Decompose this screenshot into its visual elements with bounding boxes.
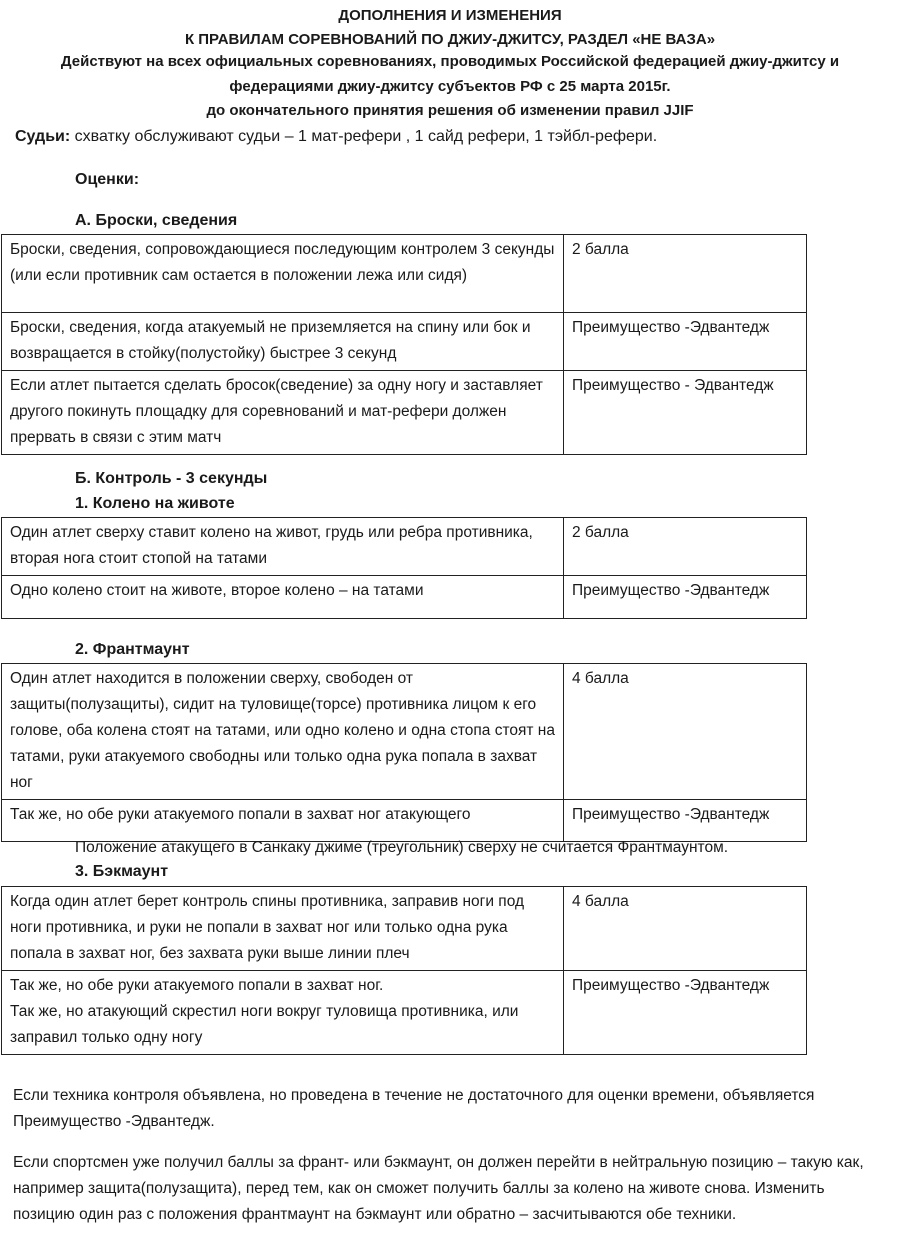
title-line-2: К ПРАВИЛАМ СОРЕВНОВАНИЙ ПО ДЖИУ-ДЖИТСУ, РАЗДЕЛ «НЕ ВАЗА» (184, 31, 716, 48)
table-row (2, 518, 807, 576)
frontmount-table (1, 663, 807, 842)
section-a-heading: А. Броски, сведения (75, 212, 238, 229)
knee-on-belly-heading: 1. Колено на животе (75, 495, 235, 512)
row-description: Броски, сведения, сопровождающиеся последующим контролем 3 секунды (или если противник сам остается в положении лежа или сидя) (2, 235, 564, 313)
knee-on-belly-table (1, 517, 807, 619)
row-score: Преимущество -Эдвантедж (564, 971, 807, 1055)
table-row (2, 800, 807, 842)
table-row (2, 887, 807, 971)
row-description: Одно колено стоит на животе, второе колено – на татами (2, 576, 564, 619)
row-score: 2 балла (564, 235, 807, 313)
footer-paragraph-1: Если техника контроля объявлена, но проведена в течение не достаточного для оценки времени, объявляется Преимущество -Эдвантедж. (13, 1087, 815, 1130)
backmount-table (1, 886, 807, 1055)
footer-paragraph-2: Если спортсмен уже получил баллы за франт- или бэкмаунт, он должен перейти в нейтральную позицию – такую как, например защита(полузащита), перед тем, как он сможет получить баллы за колено на животе снова. Изменить позицию один раз с положения франтмаунт на бэкмаунт или обратно – засчитываются обе техники. (13, 1154, 864, 1223)
table-row (2, 371, 807, 455)
row-score: Преимущество - Эдвантедж (564, 371, 807, 455)
row-score: Преимущество -Эдвантедж (564, 800, 807, 842)
table-row (2, 313, 807, 371)
throws-table (1, 234, 807, 455)
table-row (2, 664, 807, 800)
table-row (2, 971, 807, 1055)
judges-label: Судьи: (15, 128, 71, 145)
row-score: Преимущество -Эдвантедж (564, 576, 807, 619)
table-row (2, 576, 807, 619)
table-row (2, 235, 807, 313)
judges-text: схватку обслуживают судьи – 1 мат-рефери , 1 сайд рефери, 1 тэйбл-рефери. (70, 128, 658, 145)
row-description-line-2: Так же, но атакующий скрестил ноги вокруг туловища противника, или заправил только одну ногу (10, 1003, 519, 1046)
judges-line (15, 127, 657, 147)
row-score: 4 балла (564, 887, 807, 971)
title-line-4: федерациями джиу-джитсу субъектов РФ с 25 марта 2015г. (229, 78, 671, 95)
backmount-heading: 3. Бэкмаунт (75, 863, 169, 880)
section-b-heading: Б. Контроль - 3 секунды (75, 470, 268, 487)
title-line-5: до окончательного принятия решения об изменении правил JJIF (206, 102, 694, 119)
title-line-3: Действуют на всех официальных соревнованиях, проводимых Российской федерацией джиу-джитсу и (60, 53, 840, 70)
row-description-line-1: Так же, но обе руки атакуемого попали в захват ног. (10, 977, 384, 994)
row-score: 4 балла (564, 664, 807, 800)
title-line-1: ДОПОЛНЕНИЯ И ИЗМЕНЕНИЯ (338, 7, 562, 24)
row-description: Так же, но обе руки атакуемого попали в захват ног атакующего (2, 800, 564, 842)
row-description: Один атлет находится в положении сверху, свободен от защиты(полузащиты), сидит на туловище(торсе) противника лицом к его голове, оба колена стоят на татами, или одно колено и одна стопа стоят на татами, руки атакуемого свободны или только одна рука попала в захват ног (2, 664, 564, 800)
row-description: Когда один атлет берет контроль спины противника, заправив ноги под ноги противника, и руки не попали в захват ног или только одна рука попала в захват ног, без захвата руки выше линии плеч (2, 887, 564, 971)
row-score: Преимущество -Эдвантедж (564, 313, 807, 371)
row-description (2, 971, 564, 1055)
row-description: Броски, сведения, когда атакуемый не приземляется на спину или бок и возвращается в стойку(полустойку) быстрее 3 секунд (2, 313, 564, 371)
frontmount-note: Положение атакущего в Санкаку джиме (треугольник) сверху не считается Франтмаунтом. (75, 839, 729, 856)
row-score: 2 балла (564, 518, 807, 576)
scores-heading: Оценки: (75, 171, 140, 188)
frontmount-heading: 2. Франтмаунт (75, 641, 190, 658)
row-description: Если атлет пытается сделать бросок(сведение) за одну ногу и заставляет другого покинуть площадку для соревнований и мат-рефери должен прервать в связи с этим матч (2, 371, 564, 455)
row-description: Один атлет сверху ставит колено на живот, грудь или ребра противника, вторая нога стоит стопой на татами (2, 518, 564, 576)
